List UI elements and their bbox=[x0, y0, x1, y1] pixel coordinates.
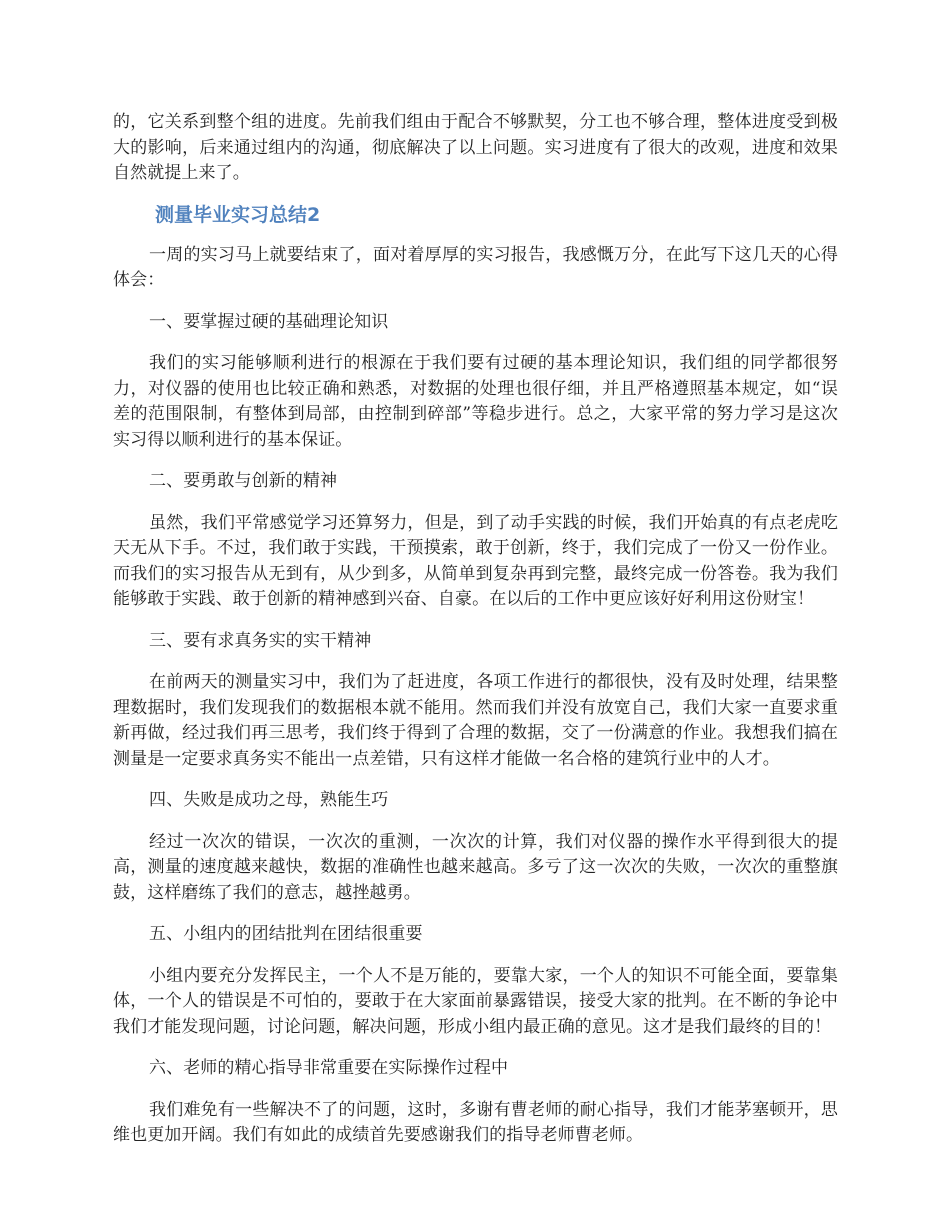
point-heading-3: 三、要有求真务实的实干精神 bbox=[149, 630, 372, 651]
point-body-2: 虽然，我们平常感觉学习还算努力，但是，到了动手实践的时候，我们开始真的有点老虎吃天无从下手。不过，我们敢于实践，干预摸索，敢于创新，终于，我们完成了一份又一份作业。而我们的实习报告从无到有，从少到多，从简单到复杂再到完整，最终完成一份答卷。我为我们能够敢于实践、敢于创新的精神感到兴奋、自豪。在以后的工作中更应该好好利用这份财宝！ bbox=[113, 512, 838, 609]
point-body-6: 我们难免有一些解决不了的问题，这时，多谢有曹老师的耐心指导，我们才能茅塞顿开，思维也更加开阔。我们有如此的成绩首先要感谢我们的指导老师曹老师。 bbox=[113, 1099, 838, 1145]
intro-paragraph: 的，它关系到整个组的进度。先前我们组由于配合不够默契，分工也不够合理，整体进度受到极大的影响，后来通过组内的沟通，彻底解决了以上问题。实习进度有了很大的改观，进度和效果自然就提上来了。 bbox=[113, 112, 838, 183]
document-page bbox=[113, 110, 838, 1149]
point-heading-1: 一、要掌握过硬的基础理论知识 bbox=[149, 311, 389, 332]
point-heading-2: 二、要勇敢与创新的精神 bbox=[149, 471, 338, 491]
point-body-5: 小组内要充分发挥民主，一个人不是万能的，要靠大家，一个人的知识不可能全面，要靠集体，一个人的错误是不可怕的，要敢于在大家面前暴露错误，接受大家的批判。在不断的争论中我们才能发现问题，讨论问题，解决问题，形成小组内最正确的意见。这才是我们最终的目的！ bbox=[113, 965, 838, 1037]
point-heading-5: 五、小组内的团结批判在团结很重要 bbox=[149, 924, 423, 944]
section-title: 测量毕业实习总结2 bbox=[155, 203, 321, 226]
point-body-3: 在前两天的测量实习中，我们为了赶进度，各项工作进行的都很快，没有及时处理，结果整理数据时，我们发现我们的数据根本就不能用。然而我们并没有放宽自己，我们大家一直要求重新再做，经过我们再三思考，我们终于得到了合理的数据，交了一份满意的作业。我想我们搞在测量是一定要求真务实不能出一点差错，只有这样才能做一名合格的建筑行业中的人才。 bbox=[113, 672, 838, 769]
point-heading-6: 六、老师的精心指导非常重要在实际操作过程中 bbox=[149, 1058, 509, 1078]
point-body-1: 我们的实习能够顺利进行的根源在于我们要有过硬的基本理论知识，我们组的同学都很努力，对仪器的使用也比较正确和熟悉，对数据的处理也很仔细，并且严格遵照基本规定，如“误差的范围限制，有整体到局部，由控制到碎部”等稳步进行。总之，大家平常的努力学习是这次实习得以顺利进行的基本保证。 bbox=[113, 353, 838, 450]
opening-paragraph: 一周的实习马上就要结束了，面对着厚厚的实习报告，我感慨万分，在此写下这几天的心得体会： bbox=[113, 244, 838, 290]
point-heading-4: 四、失败是成功之母，熟能生巧 bbox=[149, 790, 389, 810]
point-body-4: 经过一次次的错误，一次次的重测，一次次的计算，我们对仪器的操作水平得到很大的提高，测量的速度越来越快，数据的准确性也越来越高。多亏了这一次次的失败，一次次的重整旗鼓，这样磨练了我们的意志，越挫越勇。 bbox=[113, 831, 838, 903]
